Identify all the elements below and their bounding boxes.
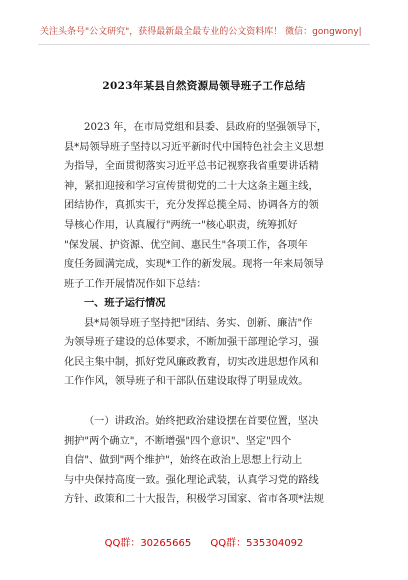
header-banner: 关注头条号"公文研究"，获得最新最全最专业的公文资料库！ 微信：gongwony| <box>40 27 362 37</box>
paragraph-line: 工作作风，领导班子和干部队伍建设取得了明显成效。 <box>64 376 309 388</box>
paragraph-line: 为指导，全面贯彻落实习近平总书记视察我省重要讲话精 <box>64 161 319 173</box>
subsection-1 <box>64 412 354 510</box>
paragraph-line: （一）讲政治。始终把政治建设摆在首要位置，坚决 <box>84 416 319 427</box>
qq-group-1: QQ群：30265665 <box>104 538 192 549</box>
paragraph-line: 班子工作开展情况作如下总结： <box>64 278 207 290</box>
footer-contact <box>0 538 408 550</box>
paragraph-line: 2023 年，在市局党组和县委、县政府的坚强领导下， <box>84 122 328 133</box>
paragraph-line: 与中央保持高度一致。强化理论武装，认真学习党的路线 <box>64 474 319 486</box>
qq-group-2: QQ群：535304092 <box>210 538 304 549</box>
paragraph-line: 度任务圆满完成，实现*工作的新发展。现将一年来局领导 <box>64 259 324 271</box>
paragraph-line: 导核心作用，认真履行"两统一"核心职责，统筹抓好 <box>64 219 298 231</box>
header-divider <box>38 44 370 45</box>
paragraph-line: 化民主集中制，抓好党风廉政教育，切实改进思想作风和 <box>64 356 319 368</box>
paragraph-line: 拥护"两个确立"，不断增强"四个意识"、坚定"四个 <box>64 435 292 447</box>
paragraph-line: 团结协作，真抓实干，充分发挥总揽全局、协调各方的领 <box>64 200 319 212</box>
paragraph-line: 神，紧扣迎接和学习宣传贯彻党的二十大这条主题主线， <box>64 180 319 192</box>
paragraph-line: 自信"、做到"两个维护"，始终在政治上思想上行动上 <box>64 455 303 467</box>
paragraph-line: 县*局领导班子坚持以习近平新时代中国特色社会主义思想 <box>64 141 324 153</box>
paragraph-line: "保发展、护资源、优空间、惠民生"各项工作，各项年 <box>64 239 308 251</box>
paragraph-line: 为领导班子建设的总体要求，不断加强干部理论学习，强 <box>64 337 319 349</box>
document-title: 2023年某县自然资源局领导班子工作总结 <box>102 80 306 92</box>
section-1 <box>64 294 354 392</box>
section-heading: 一、班子运行情况 <box>84 297 166 309</box>
paragraph-line: 方针、政策和二十大报告，积极学习国家、省市各项*法规 <box>64 494 324 506</box>
paragraph-line: 县*局领导班子坚持把"团结、务实、创新、廉洁"作 <box>84 317 313 329</box>
intro-paragraph <box>64 118 354 294</box>
